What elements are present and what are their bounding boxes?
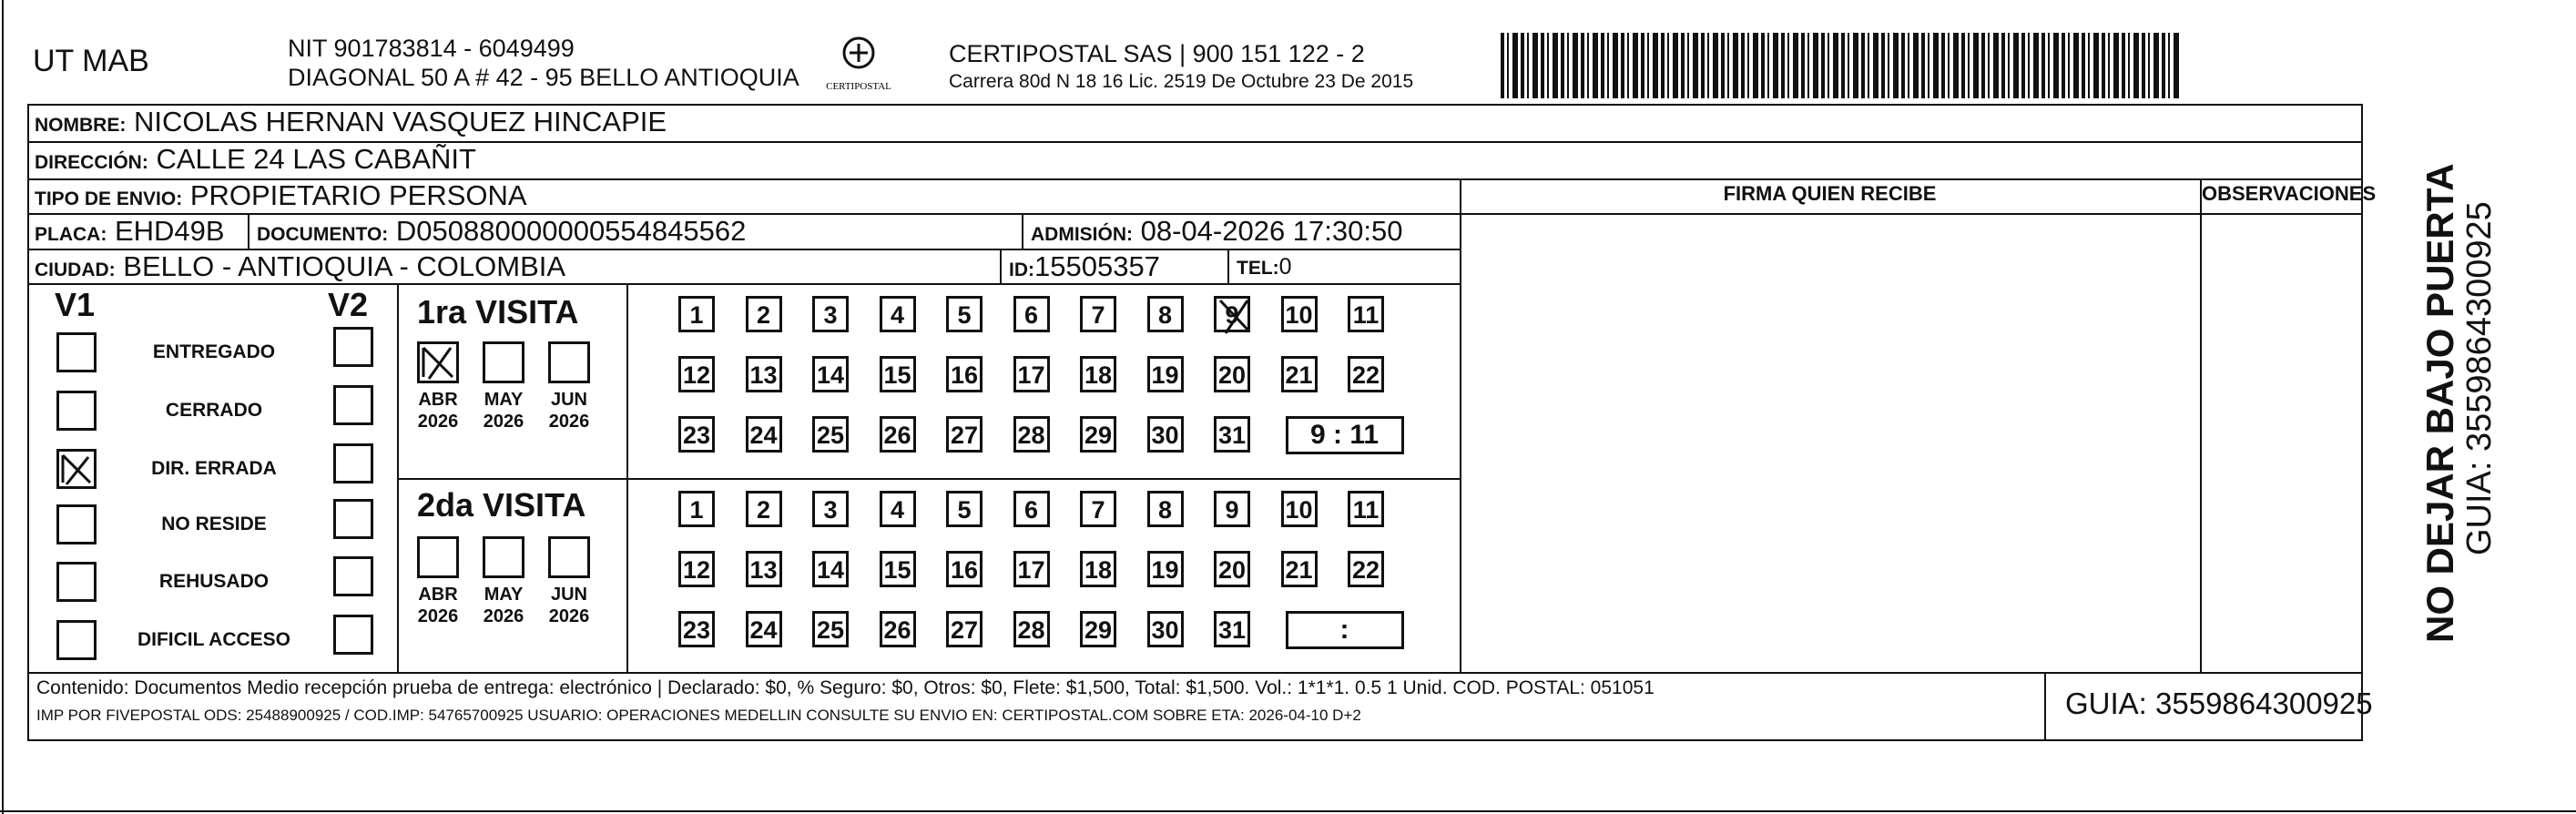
day-box[interactable]: 10: [1281, 491, 1318, 527]
day-box[interactable]: 5: [946, 296, 983, 332]
day-box[interactable]: 17: [1013, 551, 1050, 587]
v2-checkbox[interactable]: [333, 385, 373, 425]
documento-value: D050880000000554845562: [395, 215, 747, 247]
v2-checkbox[interactable]: [333, 556, 373, 596]
status-label: DIFICIL ACCESO: [137, 629, 290, 650]
v1-checkbox[interactable]: [56, 391, 97, 431]
month-name: MAY: [484, 390, 524, 410]
v1-checkbox[interactable]: [56, 620, 97, 660]
status-label: CERRADO: [165, 400, 263, 421]
placa-row: [35, 215, 225, 248]
day-box[interactable]: 14: [812, 356, 849, 392]
v2-checkbox[interactable]: [333, 615, 373, 655]
tel-value: 0: [1278, 254, 1292, 280]
day-box[interactable]: [1214, 296, 1250, 332]
day-box[interactable]: 11: [1348, 491, 1384, 527]
status-label: REHUSADO: [158, 571, 270, 592]
day-box[interactable]: 31: [1214, 416, 1250, 453]
company-nit: NIT 901783814 - 6049499: [288, 35, 575, 62]
day-box[interactable]: 12: [678, 551, 715, 587]
day-box[interactable]: 19: [1147, 551, 1184, 587]
day-box[interactable]: 29: [1080, 611, 1116, 647]
v1-checkbox[interactable]: [56, 562, 97, 602]
month-name: ABR: [418, 390, 458, 410]
month-checkbox[interactable]: [483, 341, 524, 383]
nombre-label: NOMBRE:: [35, 115, 127, 136]
day-box[interactable]: 13: [746, 356, 782, 392]
id-row: [1009, 250, 1160, 283]
day-box[interactable]: 24: [746, 416, 782, 453]
col-line: [1022, 213, 1023, 249]
day-box[interactable]: 1: [678, 491, 715, 527]
ciudad-label: CIUDAD:: [35, 259, 116, 280]
day-box[interactable]: 7: [1080, 491, 1116, 527]
admision-row: [1031, 215, 1402, 248]
check-mark-icon: [1217, 299, 1253, 335]
day-box[interactable]: 19: [1147, 356, 1184, 392]
day-box[interactable]: 21: [1281, 551, 1318, 587]
month-checkbox[interactable]: [548, 341, 590, 383]
day-box[interactable]: 15: [880, 356, 916, 392]
day-box[interactable]: 28: [1013, 611, 1050, 647]
svg-text:CERTIPOSTAL: CERTIPOSTAL: [826, 81, 891, 92]
barcode: [1501, 33, 2180, 98]
day-box[interactable]: 6: [1013, 296, 1050, 332]
day-box[interactable]: 30: [1147, 416, 1184, 453]
tel-label: TEL:: [1237, 258, 1279, 279]
check-mark-icon: [59, 452, 94, 486]
documento-row: [257, 215, 746, 248]
day-box[interactable]: 16: [946, 356, 983, 392]
v1-checkbox[interactable]: [56, 504, 97, 544]
day-box[interactable]: 18: [1080, 356, 1116, 392]
nombre-row: [35, 106, 667, 138]
day-box[interactable]: 27: [946, 416, 983, 453]
side-warning: NO DEJAR BAJO PUERTA: [2418, 163, 2461, 643]
day-box[interactable]: 20: [1214, 356, 1250, 392]
v1-checkbox[interactable]: [56, 332, 97, 372]
day-box[interactable]: 7: [1080, 296, 1116, 332]
col-line: [1000, 249, 1002, 283]
day-box[interactable]: 27: [946, 611, 983, 647]
observaciones-label: OBSERVACIONES: [2202, 182, 2377, 205]
footer-contenido: Contenido: Documentos Medio recepción prueba de entrega: electrónico | Declarado: $0, % Seguro: $0, Otros: $0, Flete: $1,500, Total: $1,500. Vol.: 1*1*1. 0.5 1 Unid. COD. POSTAL: 051051: [36, 677, 1655, 698]
cut-line: [2, 0, 4, 814]
month-name: ABR: [418, 585, 458, 605]
day-box[interactable]: 20: [1214, 551, 1250, 587]
v2-checkbox[interactable]: [333, 443, 373, 483]
tipo-row: [35, 179, 527, 212]
month-checkbox[interactable]: [417, 536, 459, 578]
col-line: [248, 213, 249, 249]
certipostal-name: CERTIPOSTAL SAS | 900 151 122 - 2: [949, 40, 1365, 67]
col-line: [1227, 249, 1229, 283]
footer-guia: GUIA: 3559864300925: [2065, 687, 2373, 720]
documento-label: DOCUMENTO:: [257, 224, 389, 245]
direccion-label: DIRECCIÓN:: [35, 152, 148, 173]
direccion-row: [35, 143, 476, 176]
v2-heading: V2: [328, 286, 369, 323]
day-box[interactable]: 28: [1013, 416, 1050, 453]
month-label: [476, 584, 531, 627]
nombre-value: NICOLAS HERNAN VASQUEZ HINCAPIE: [133, 106, 667, 137]
admision-label: ADMISIÓN:: [1031, 224, 1133, 245]
month-checkbox[interactable]: [417, 341, 459, 383]
v2-checkbox[interactable]: [333, 327, 373, 367]
side-guia: GUIA: 3559864300925: [2460, 201, 2499, 555]
row-line: [1460, 213, 2363, 215]
day-box[interactable]: 17: [1013, 356, 1050, 392]
tipo-label: TIPO DE ENVIO:: [35, 188, 183, 209]
tipo-value: PROPIETARIO PERSONA: [189, 179, 527, 211]
day-box[interactable]: 25: [812, 416, 849, 453]
day-box[interactable]: 5: [946, 491, 983, 527]
ciudad-value: BELLO - ANTIOQUIA - COLOMBIA: [123, 250, 566, 282]
day-box[interactable]: 31: [1214, 611, 1250, 647]
day-number: 9: [1225, 301, 1239, 329]
month-name: MAY: [484, 585, 524, 605]
col-line: [2044, 672, 2046, 741]
month-checkbox[interactable]: [483, 536, 524, 578]
row-line: [397, 478, 1460, 480]
month-year: 2026: [548, 412, 590, 432]
day-box[interactable]: 15: [880, 551, 916, 587]
day-box[interactable]: 23: [678, 611, 715, 647]
day-box[interactable]: 16: [946, 551, 983, 587]
month-label: [542, 389, 596, 432]
day-box[interactable]: 4: [880, 491, 916, 527]
firma-label: FIRMA QUIEN RECIBE: [1723, 182, 1937, 205]
day-box[interactable]: 14: [812, 551, 849, 587]
visit2-title: 2da VISITA: [417, 486, 586, 524]
day-box[interactable]: 24: [746, 611, 782, 647]
row-line: [27, 672, 2363, 674]
day-box[interactable]: 3: [812, 491, 849, 527]
month-label: [411, 389, 465, 432]
time-field[interactable]: 9 : 11: [1286, 416, 1404, 454]
day-box[interactable]: 1: [678, 296, 715, 332]
col-line: [1460, 178, 1461, 672]
day-box[interactable]: 18: [1080, 551, 1116, 587]
day-box[interactable]: 9: [1214, 491, 1250, 527]
day-box[interactable]: 13: [746, 551, 782, 587]
month-year: 2026: [483, 412, 524, 432]
day-box[interactable]: 23: [678, 416, 715, 453]
day-box[interactable]: 29: [1080, 416, 1116, 453]
placa-label: PLACA:: [35, 224, 107, 245]
company-address: DIAGONAL 50 A # 42 - 95 BELLO ANTIOQUIA: [288, 64, 799, 91]
day-box[interactable]: 11: [1348, 296, 1384, 332]
day-box[interactable]: 3: [812, 296, 849, 332]
day-box[interactable]: 25: [812, 611, 849, 647]
month-year: 2026: [483, 606, 524, 626]
month-year: 2026: [417, 606, 459, 626]
footer-imp: IMP POR FIVEPOSTAL ODS: 25488900925 / COD.IMP: 54765700925 USUARIO: OPERACIONES MEDELLIN CONSULTE SU ENVIO EN: CERTIPOSTAL.COM SOBRE ETA: 2026-04-10 D+2: [36, 707, 1361, 724]
month-name: JUN: [550, 585, 587, 605]
day-box[interactable]: 6: [1013, 491, 1050, 527]
day-box[interactable]: 2: [746, 296, 782, 332]
status-label: DIR. ERRADA: [151, 458, 277, 479]
cut-line: [0, 810, 2576, 812]
direccion-value: CALLE 24 LAS CABAÑIT: [156, 143, 476, 175]
tel-row: [1237, 254, 1292, 280]
check-mark-icon: [420, 344, 456, 381]
v1-checkbox[interactable]: [56, 449, 97, 489]
day-box[interactable]: 10: [1281, 296, 1318, 332]
day-box[interactable]: 12: [678, 356, 715, 392]
day-box[interactable]: 8: [1147, 296, 1184, 332]
day-box[interactable]: 26: [880, 416, 916, 453]
month-name: JUN: [550, 390, 587, 410]
day-box[interactable]: 22: [1348, 551, 1384, 587]
v1-heading: V1: [55, 286, 96, 323]
month-year: 2026: [548, 606, 590, 626]
placa-value: EHD49B: [114, 215, 225, 247]
month-checkbox[interactable]: [548, 536, 590, 578]
month-label: [476, 389, 531, 432]
month-label: [411, 584, 465, 627]
day-box[interactable]: 26: [880, 611, 916, 647]
certipostal-logo: [826, 33, 891, 98]
day-box[interactable]: 22: [1348, 356, 1384, 392]
month-label: [542, 584, 596, 627]
status-label: NO RESIDE: [161, 514, 267, 534]
ciudad-row: [35, 250, 565, 283]
day-box[interactable]: 2: [746, 491, 782, 527]
certipostal-license: Carrera 80d N 18 16 Lic. 2519 De Octubre 23 De 2015: [949, 71, 1414, 92]
visit1-title: 1ra VISITA: [417, 293, 579, 331]
day-box[interactable]: 8: [1147, 491, 1184, 527]
v2-checkbox[interactable]: [333, 499, 373, 539]
col-line: [2200, 178, 2202, 672]
id-label: ID:: [1009, 259, 1034, 280]
id-value: 15505357: [1034, 250, 1160, 282]
month-year: 2026: [417, 412, 459, 432]
day-box[interactable]: 30: [1147, 611, 1184, 647]
time-field[interactable]: :: [1286, 611, 1404, 649]
status-label: ENTREGADO: [152, 341, 276, 362]
admision-value: 08-04-2026 17:30:50: [1140, 215, 1403, 247]
row-line: [27, 283, 1460, 285]
day-box[interactable]: 4: [880, 296, 916, 332]
day-box[interactable]: 21: [1281, 356, 1318, 392]
company-name: UT MAB: [33, 44, 149, 78]
